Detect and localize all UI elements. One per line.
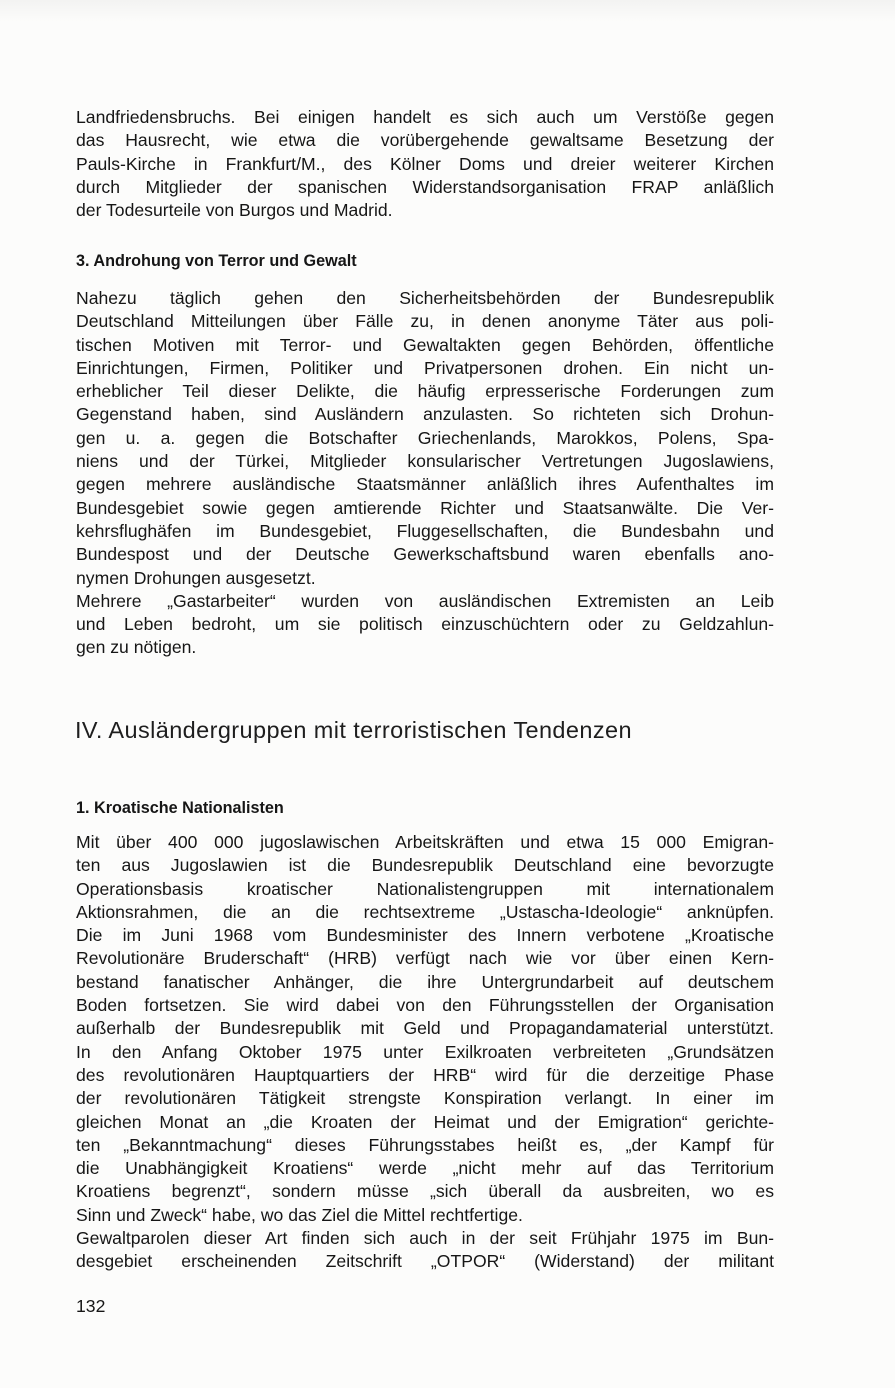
intro-paragraph (76, 106, 774, 222)
text-line: Pauls-Kirche in Frankfurt/M., des Kölner Doms und dreier weiterer Kirchen (76, 153, 774, 174)
chapter-title: IV. Ausländergruppen mit terroristischen Tendenzen (75, 717, 632, 743)
text-line: Landfriedensbruchs. Bei einigen handelt es sich auch um Verstöße gegen (76, 107, 774, 127)
text-line: gen u. a. gegen die Botschafter Griechenlands, Marokkos, Polens, Spa- (76, 427, 774, 448)
text-line: Kroatiens begrenzt“, sondern müsse „sich überall da ausbreiten, wo es (76, 1181, 774, 1202)
text-line: Boden fortsetzen. Sie wird dabei von den Führungsstellen der Organisation (76, 995, 774, 1016)
text-line: Operationsbasis kroatischer Nationalistengruppen mit internationalem (76, 878, 774, 899)
text-line: Gewaltparolen dieser Art finden sich auch in der seit Frühjahr 1975 im Bun- (76, 1228, 774, 1249)
text-line: Bundespost und der Deutsche Gewerkschaftsbund waren ebenfalls ano- (76, 544, 774, 565)
text-line: desgebiet erscheinenden Zeitschrift „OTPOR“ (Widerstand) der militant (76, 1251, 774, 1272)
text-line: gegen mehrere ausländische Staatsmänner anläßlich ihres Aufenthaltes im (76, 474, 774, 495)
section-3-heading: 3. Androhung von Terror und Gewalt (76, 252, 357, 270)
text-line: Sinn und Zweck“ habe, wo das Ziel die Mittel rechtfertige. (76, 1204, 523, 1225)
text-line: tischen Motiven mit Terror- und Gewaltakten gegen Behörden, öffentliche (76, 334, 774, 355)
text-line: nymen Drohungen ausgesetzt. (76, 567, 316, 588)
section-1-heading: 1. Kroatische Nationalisten (76, 799, 284, 817)
text-line: gen zu nötigen. (76, 637, 197, 658)
text-line: des revolutionären Hauptquartiers der HRB“ wird für die derzeitige Phase (76, 1064, 774, 1085)
text-line: Deutschland Mitteilungen über Fälle zu, in denen anonyme Täter aus poli- (76, 311, 774, 332)
text-line: ten „Bekanntmachung“ dieses Führungsstabes heißt es, „der Kampf für (76, 1134, 774, 1155)
text-line: kehrsflughäfen im Bundesgebiet, Fluggesellschaften, die Bundesbahn und (76, 520, 774, 541)
text-line: das Hausrecht, wie etwa die vorübergehende gewaltsame Besetzung der (76, 130, 774, 151)
text-line: erheblicher Teil dieser Delikte, die häufig erpresserische Forderungen zum (76, 381, 774, 402)
text-line: der revolutionären Tätigkeit strengste Konspiration verlangt. In einer im (76, 1088, 774, 1109)
text-line: Die im Juni 1968 vom Bundesminister des Innern verbotene „Kroatische (76, 925, 774, 946)
text-line: Bundesgebiet sowie gegen amtierende Richter und Staatsanwälte. Die Ver- (76, 497, 774, 518)
text-line: Mehrere „Gastarbeiter“ wurden von ausländischen Extremisten an Leib (76, 590, 774, 611)
text-line: Revolutionäre Bruderschaft“ (HRB) verfügt nach wie vor über einen Kern- (76, 948, 774, 969)
text-line: außerhalb der Bundesrepublik mit Geld und Propagandamaterial unterstützt. (76, 1018, 774, 1039)
scan-edge (0, 0, 895, 22)
text-line: die Unabhängigkeit Kroatiens“ werde „nicht mehr auf das Territorium (76, 1158, 774, 1179)
text-line: bestand fanatischer Anhänger, die ihre Untergrundarbeit auf deutschem (76, 971, 774, 992)
text-line: niens und der Türkei, Mitglieder konsularischer Vertretungen Jugoslawiens, (76, 451, 774, 472)
page-number: 132 (76, 1296, 106, 1316)
text-line: Aktionsrahmen, die an die rechtsextreme „Ustascha-Ideologie“ anknüpfen. (76, 901, 774, 922)
text-line: und Leben bedroht, um sie politisch einzuschüchtern oder zu Geldzahlun- (76, 614, 774, 635)
text-line: Mit über 400 000 jugoslawischen Arbeitskräften und etwa 15 000 Emigran- (76, 832, 774, 852)
text-line: gleichen Monat an „die Kroaten der Heimat und der Emigration“ gerichte- (76, 1111, 774, 1132)
text-line: Gegenstand haben, sind Ausländern anzulasten. So richteten sich Drohun- (76, 404, 774, 425)
text-line: ten aus Jugoslawien ist die Bundesrepublik Deutschland eine bevorzugte (76, 855, 774, 876)
text-line: Nahezu täglich gehen den Sicherheitsbehörden der Bundesrepublik (76, 288, 774, 308)
section-3-body (76, 287, 774, 660)
text-line: durch Mitglieder der spanischen Widerstandsorganisation FRAP anläßlich (76, 176, 774, 197)
text-line: Einrichtungen, Firmen, Politiker und Privatpersonen drohen. Ein nicht un- (76, 357, 774, 378)
text-line: der Todesurteile von Burgos und Madrid. (76, 200, 393, 221)
text-line: In den Anfang Oktober 1975 unter Exilkroaten verbreiteten „Grundsätzen (76, 1041, 774, 1062)
section-1-body (76, 831, 774, 1274)
